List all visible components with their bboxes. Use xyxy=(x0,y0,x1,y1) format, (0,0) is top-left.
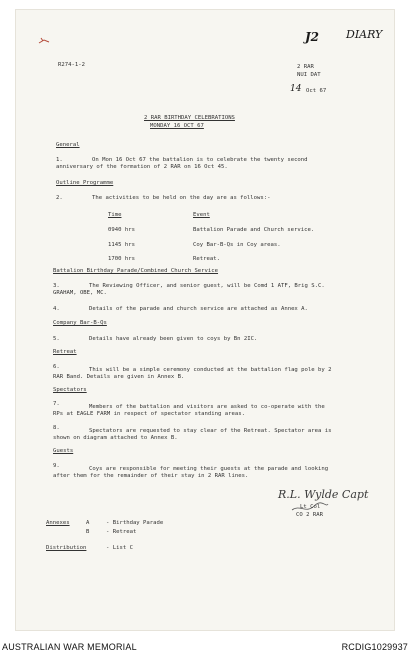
para-number: 1. xyxy=(56,157,63,163)
para-7: Members of the battalion and visitors are asked to co-operate with the RPs at EAGLE FARM in respect of spectator standing areas. xyxy=(53,404,325,417)
para-6: This will be a simple ceremony conducted at the battalion flag pole by 2 RAR Band. Details are given in Annex B. xyxy=(53,367,332,380)
para-number: 7. xyxy=(53,401,60,407)
location: NUI DAT xyxy=(297,72,321,78)
para-9: Coys are responsible for meeting their guests at the parade and looking after them for the remainder of their stay in 2 RAR lines. xyxy=(53,466,329,479)
para-number: 5. xyxy=(53,336,60,342)
para-1: On Mon 16 Oct 67 the battalion is to celebrate the twenty second anniversary of the formation of 2 RAR on 16 Oct 45. xyxy=(56,157,308,170)
handwritten-date: 14 xyxy=(290,84,302,94)
para-number: 8. xyxy=(53,425,60,431)
handwritten-note-j2: J2 xyxy=(305,30,320,44)
date-text: Oct 67 xyxy=(306,88,327,94)
heading-birthday-parade: Battalion Birthday Parade/Combined Church Service xyxy=(53,268,219,274)
footer-institution: AUSTRALIAN WAR MEMORIAL xyxy=(2,642,137,652)
para-3: The Reviewing Officer, and senior guest, will be Comd 1 ATF, Brig S.C. GRAHAM, OBE, MC. xyxy=(53,283,325,296)
para-2: The activities to be held on the day are as follows:- xyxy=(92,195,271,201)
signatory-role: CO 2 RAR xyxy=(296,512,323,518)
red-mark-icon xyxy=(38,36,52,46)
annex-letter: A xyxy=(86,520,90,526)
heading-company-bbq: Company Bar-B-Qs xyxy=(53,320,107,326)
heading-outline-programme: Outline Programme xyxy=(56,180,114,186)
para-number: 4. xyxy=(53,306,60,312)
col-header-event: Event xyxy=(193,212,210,218)
para-8: Spectators are requested to stay clear of the Retreat. Spectator area is shown on diagram attached to Annex B. xyxy=(53,428,332,441)
heading-guests: Guests xyxy=(53,448,74,454)
archive-footer xyxy=(0,636,411,654)
para-5: Details have already been given to coys by Bn 2IC. xyxy=(89,336,258,342)
programme-event: Coy Bar-B-Qs in Coy areas. xyxy=(193,242,281,248)
heading-retreat: Retreat xyxy=(53,349,77,355)
signature: R.L. Wylde Capt xyxy=(278,488,369,501)
col-header-time: Time xyxy=(108,212,122,218)
para-number: 3. xyxy=(53,283,60,289)
annex-title: - Birthday Parade xyxy=(106,520,164,526)
heading-spectators: Spectators xyxy=(53,387,87,393)
para-number: 9. xyxy=(53,463,60,469)
programme-event: Retreat. xyxy=(193,256,220,262)
handwritten-note-diary: DIARY xyxy=(346,28,383,41)
programme-time: 1700 hrs xyxy=(108,256,135,262)
programme-time: 0940 hrs xyxy=(108,227,135,233)
programme-event: Battalion Parade and Church service. xyxy=(193,227,315,233)
file-reference: R274-1-2 xyxy=(58,62,85,68)
distribution-text: - List C xyxy=(106,545,133,551)
annex-letter: B xyxy=(86,529,90,535)
para-number: 6. xyxy=(53,364,60,370)
footer-record-id: RCDIG1029937 xyxy=(341,642,408,652)
doc-subtitle: MONDAY 16 OCT 67 xyxy=(150,123,204,129)
signatory-rank: Lt Col xyxy=(300,504,321,510)
unit-name: 2 RAR xyxy=(297,64,314,70)
distribution-label: Distribution xyxy=(46,545,87,551)
para-4: Details of the parade and church service are attached as Annex A. xyxy=(89,306,308,312)
annex-title: - Retreat xyxy=(106,529,137,535)
programme-time: 1145 hrs xyxy=(108,242,135,248)
annexes-label: Annexes xyxy=(46,520,70,526)
doc-title: 2 RAR BIRTHDAY CELEBRATIONS xyxy=(144,115,235,121)
heading-general: General xyxy=(56,142,80,148)
para-number: 2. xyxy=(56,195,63,201)
